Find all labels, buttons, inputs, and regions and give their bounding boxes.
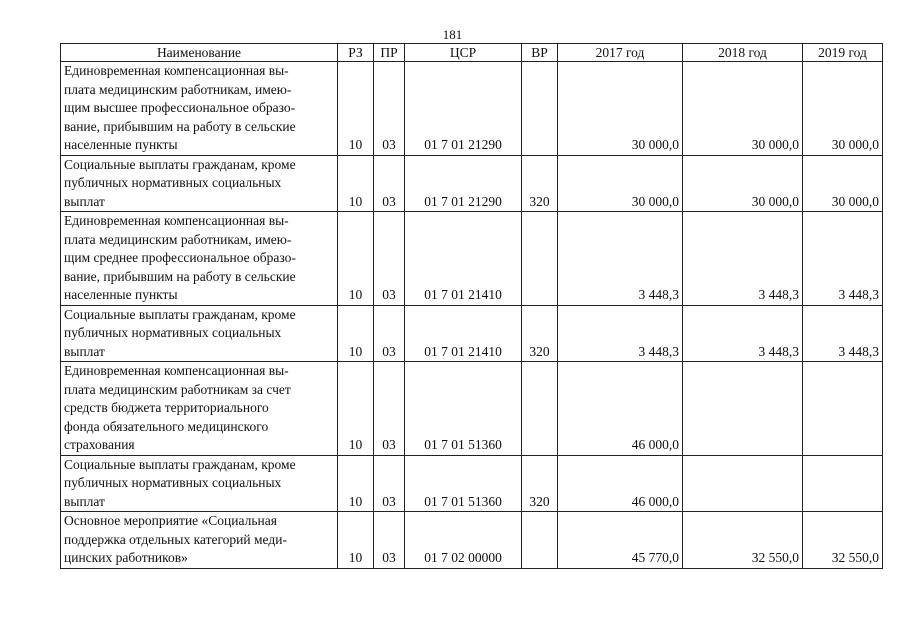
header-name: Наименование <box>61 44 338 62</box>
cell-2019: 3 448,3 <box>803 212 883 306</box>
cell-2017: 3 448,3 <box>558 212 683 306</box>
header-vr: ВР <box>522 44 558 62</box>
cell-csr: 01 7 01 51360 <box>405 455 522 512</box>
cell-2019: 32 550,0 <box>803 512 883 569</box>
header-rz: РЗ <box>338 44 374 62</box>
cell-rz: 10 <box>338 362 374 456</box>
cell-2018: 30 000,0 <box>683 155 803 212</box>
cell-vr <box>522 62 558 156</box>
cell-2019 <box>803 455 883 512</box>
cell-name: Единовременная компенсационная вы- плата медицинским работникам, имею- щим высшее профессиональное образо- вание, прибывшим на работу в сельские населенные пункты <box>61 62 338 156</box>
cell-vr <box>522 512 558 569</box>
cell-2017: 3 448,3 <box>558 305 683 362</box>
cell-name: Социальные выплаты гражданам, кроме публичных нормативных социальных выплат <box>61 455 338 512</box>
cell-name: Социальные выплаты гражданам, кроме публичных нормативных социальных выплат <box>61 305 338 362</box>
cell-2017: 45 770,0 <box>558 512 683 569</box>
cell-2018: 32 550,0 <box>683 512 803 569</box>
header-csr: ЦСР <box>405 44 522 62</box>
cell-pr: 03 <box>374 512 405 569</box>
cell-name: Единовременная компенсационная вы- плата медицинским работникам за счет средств бюджета территориального фонда обязательного медицинского страхования <box>61 362 338 456</box>
cell-2019: 30 000,0 <box>803 62 883 156</box>
cell-vr: 320 <box>522 155 558 212</box>
cell-vr <box>522 212 558 306</box>
table-row <box>61 62 883 156</box>
cell-name: Основное мероприятие «Социальная поддержка отдельных категорий меди- цинских работников» <box>61 512 338 569</box>
cell-csr: 01 7 01 51360 <box>405 362 522 456</box>
cell-rz: 10 <box>338 212 374 306</box>
table-body <box>61 62 883 569</box>
table-row <box>61 212 883 306</box>
cell-pr: 03 <box>374 155 405 212</box>
cell-vr: 320 <box>522 305 558 362</box>
cell-name: Единовременная компенсационная вы- плата медицинским работникам, имею- щим среднее профессиональное образо- вание, прибывшим на работу в сельские населенные пункты <box>61 212 338 306</box>
table-row <box>61 155 883 212</box>
table-row <box>61 512 883 569</box>
cell-pr: 03 <box>374 305 405 362</box>
cell-pr: 03 <box>374 455 405 512</box>
cell-rz: 10 <box>338 305 374 362</box>
cell-2018: 30 000,0 <box>683 62 803 156</box>
cell-csr: 01 7 01 21290 <box>405 155 522 212</box>
cell-2017: 30 000,0 <box>558 62 683 156</box>
table-row <box>61 305 883 362</box>
cell-2019: 3 448,3 <box>803 305 883 362</box>
cell-rz: 10 <box>338 62 374 156</box>
cell-2018: 3 448,3 <box>683 305 803 362</box>
cell-rz: 10 <box>338 455 374 512</box>
cell-pr: 03 <box>374 362 405 456</box>
table-row <box>61 362 883 456</box>
budget-table <box>60 43 883 569</box>
cell-csr: 01 7 01 21410 <box>405 305 522 362</box>
cell-2019 <box>803 362 883 456</box>
cell-rz: 10 <box>338 512 374 569</box>
cell-2017: 46 000,0 <box>558 455 683 512</box>
cell-name: Социальные выплаты гражданам, кроме публичных нормативных социальных выплат <box>61 155 338 212</box>
header-2018: 2018 год <box>683 44 803 62</box>
cell-2018 <box>683 362 803 456</box>
cell-2017: 46 000,0 <box>558 362 683 456</box>
cell-pr: 03 <box>374 62 405 156</box>
page-number: 181 <box>442 27 463 42</box>
cell-2019: 30 000,0 <box>803 155 883 212</box>
cell-2017: 30 000,0 <box>558 155 683 212</box>
cell-vr: 320 <box>522 455 558 512</box>
header-pr: ПР <box>374 44 405 62</box>
cell-vr <box>522 362 558 456</box>
cell-rz: 10 <box>338 155 374 212</box>
header-2017: 2017 год <box>558 44 683 62</box>
header-row <box>61 44 883 62</box>
cell-csr: 01 7 01 21410 <box>405 212 522 306</box>
cell-2018 <box>683 455 803 512</box>
cell-pr: 03 <box>374 212 405 306</box>
cell-csr: 01 7 01 21290 <box>405 62 522 156</box>
cell-2018: 3 448,3 <box>683 212 803 306</box>
table-row <box>61 455 883 512</box>
header-2019: 2019 год <box>803 44 883 62</box>
cell-csr: 01 7 02 00000 <box>405 512 522 569</box>
